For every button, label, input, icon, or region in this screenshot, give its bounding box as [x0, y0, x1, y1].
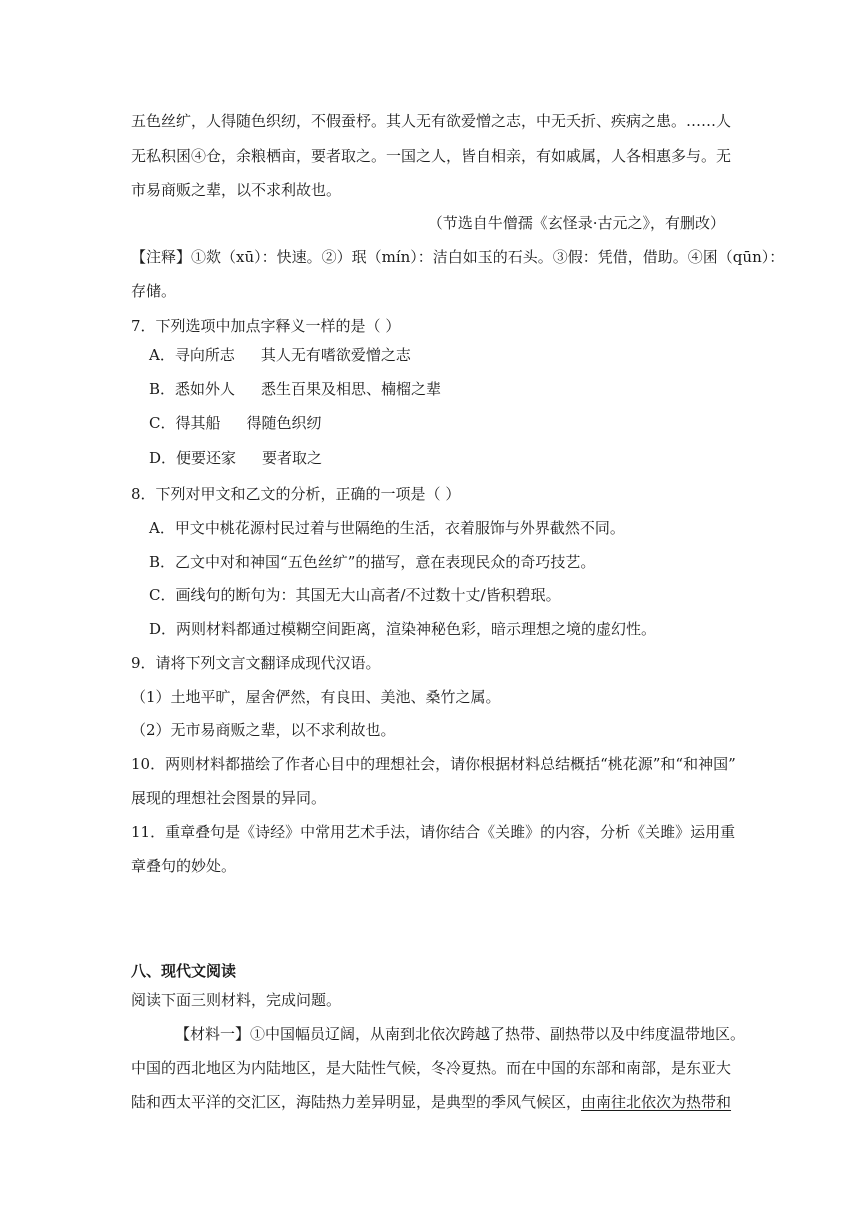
option-left: A．寻向所志	[149, 346, 235, 364]
option-right: 悉生百果及相思、楠榴之辈	[261, 380, 442, 398]
option-right: 其人无有嗜欲爱憎之志	[260, 346, 411, 364]
material-1-text: 陆和西太平洋的交汇区，海陆热力差异明显，是典型的季风气候区，	[131, 1093, 582, 1111]
question-11-line: 11．重章叠句是《诗经》中常用艺术手法，请你结合《关雎》的内容，分析《关雎》运用重	[131, 823, 736, 841]
material-1-line	[131, 1092, 731, 1112]
annotation-line: 【注释】①欻（xū）：快速。②）珉（mín）：洁白如玉的石头。③假：凭借，借助。④囷（qūn）：	[131, 248, 785, 266]
passage-line: 五色丝纩，人得随色织纫，不假蚕杼。其人无有欲爱憎之志，中无夭折、疾病之患。……人	[131, 112, 732, 130]
underlined-sentence: 由南往北依次为热带和	[581, 1093, 732, 1111]
question-8-option-b: B．乙文中对和神国“五色丝纩”的描写，意在表现民众的奇巧技艺。	[149, 553, 596, 571]
question-10-line: 10．两则材料都描绘了作者心目中的理想社会，请你根据材料总结概括“桃花源”和“和神国”	[131, 755, 736, 773]
question-8-stem: 8．下列对甲文和乙文的分析，正确的一项是（ ）	[131, 485, 461, 503]
passage-line: 无私积囷④仓，余粮栖亩，要者取之。一国之人，皆自相亲，有如戚属，人各相惠多与。无	[131, 147, 732, 165]
question-9-item-1: （1）土地平旷，屋舍俨然，有良田、美池、桑竹之属。	[131, 688, 501, 706]
option-right: 得随色织纫	[246, 414, 322, 432]
option-right: 要者取之	[262, 449, 323, 467]
question-8-option-d: D．两则材料都通过模糊空间距离，渲染神秘色彩，暗示理想之境的虚幻性。	[149, 620, 657, 638]
section-heading: 八、现代文阅读	[131, 962, 237, 980]
material-1-line: 中国的西北地区为内陆地区，是大陆性气候，冬冷夏热。而在中国的东部和南部，是东亚大	[131, 1059, 732, 1077]
section-instruction: 阅读下面三则材料，完成问题。	[131, 991, 342, 1009]
option-left: D．便要还家	[149, 449, 237, 467]
material-1-label: 【材料一】	[175, 1025, 251, 1043]
question-7-option-d	[149, 448, 322, 468]
question-7-option-b	[149, 379, 441, 399]
question-7-option-a	[149, 345, 411, 365]
material-1-text: ①中国幅员辽阔，从南到北依次跨越了热带、副热带以及中纬度温带地区。	[250, 1025, 746, 1043]
material-1-line	[175, 1024, 745, 1044]
question-11-line: 章叠句的妙处。	[131, 857, 237, 875]
question-7-stem: 7．下列选项中加点字释义一样的是（ ）	[131, 317, 401, 335]
annotation-line: 存储。	[131, 282, 177, 300]
passage-citation: （节选自牛僧孺《玄怪录·古元之》，有删改）	[427, 214, 725, 232]
question-10-line: 展现的理想社会图景的异同。	[131, 789, 327, 807]
question-9-stem: 9．请将下列文言文翻译成现代汉语。	[131, 654, 381, 672]
option-left: C．得其船	[149, 414, 221, 432]
question-8-option-a: A．甲文中桃花源村民过着与世隔绝的生活，衣着服饰与外界截然不同。	[149, 519, 625, 537]
option-left: B．悉如外人	[149, 380, 236, 398]
question-8-option-c: C．画线句的断句为：其国无大山高者/不过数十丈/皆积碧珉。	[149, 586, 561, 604]
passage-line: 市易商贩之辈，以不求利故也。	[131, 181, 342, 199]
question-7-option-c	[149, 413, 322, 433]
question-9-item-2: （2）无市易商贩之辈，以不求利故也。	[131, 721, 396, 739]
